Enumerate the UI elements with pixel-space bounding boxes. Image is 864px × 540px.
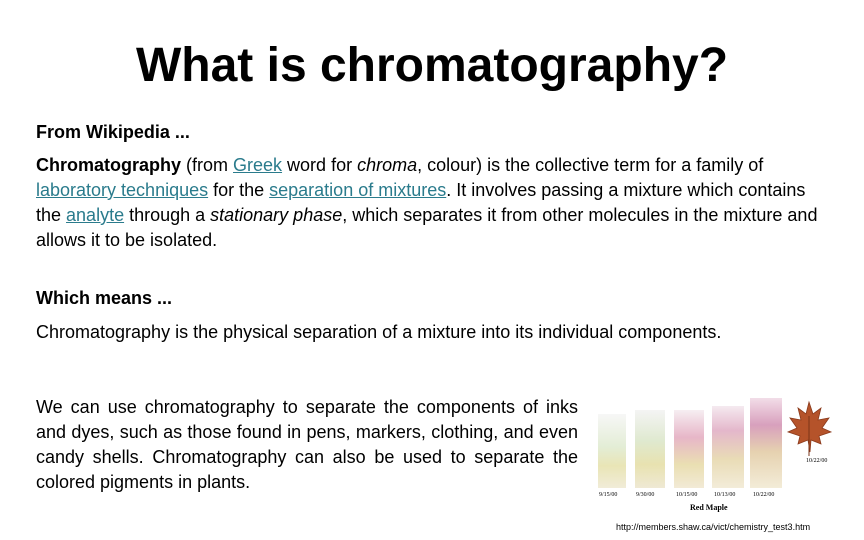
definition-text: . It involves passing a mixture which contains the [36, 180, 806, 225]
term-stationary-phase: stationary phase [210, 205, 343, 225]
link-greek[interactable]: Greek [233, 155, 283, 175]
strip-2 [635, 410, 665, 488]
strip-4 [712, 406, 744, 488]
figure-label: Red Maple [690, 503, 728, 512]
maple-leaf-icon [788, 402, 831, 456]
strip-date-5: 10/22/00 [753, 492, 775, 498]
which-means-text: Chromatography is the physical separation of a mixture into its individual components. [36, 322, 722, 342]
definition-text: through a [124, 205, 211, 225]
strip-date-2: 9/30/00 [636, 492, 655, 498]
definition-text: for the [208, 180, 270, 200]
chromatography-strips-figure [592, 392, 838, 512]
definition-paragraph [36, 153, 832, 253]
link-separation-of-mixtures[interactable]: separation of mixtures [269, 180, 447, 200]
strip-date-1: 9/15/00 [599, 492, 618, 498]
source-line: From Wikipedia ... [36, 122, 190, 142]
definition-text: word for [282, 155, 358, 175]
definition-text: (from [181, 155, 234, 175]
term-chromatography: Chromatography [36, 155, 182, 175]
strip-5 [750, 398, 782, 488]
link-analyte[interactable]: analyte [66, 205, 125, 225]
source-url-caption[interactable]: http://members.shaw.ca/vict/chemistry_test3.htm [616, 522, 811, 532]
definition-text: , colour) is the collective term for a family of [417, 155, 764, 175]
uses-paragraph: We can use chromatography to separate the components of inks and dyes, such as those found in pens, markers, clothing, and even candy shells. Chromatography can also be used to separate the colored pigments in plants. [36, 397, 578, 492]
term-chroma: chroma [357, 155, 418, 175]
strip-date-4: 10/13/00 [714, 492, 736, 498]
link-laboratory-techniques[interactable]: laboratory techniques [36, 180, 209, 200]
strip-1 [598, 414, 626, 488]
definition-text: , which separates it from other molecules in the mixture and allows it to be isolated. [36, 205, 818, 250]
strip-3 [674, 410, 704, 488]
strip-date-3: 10/15/00 [676, 492, 698, 498]
which-means-heading: Which means ... [36, 288, 173, 308]
slide-title: What is chromatography? [135, 39, 729, 92]
leaf-date: 10/22/00 [806, 458, 828, 464]
